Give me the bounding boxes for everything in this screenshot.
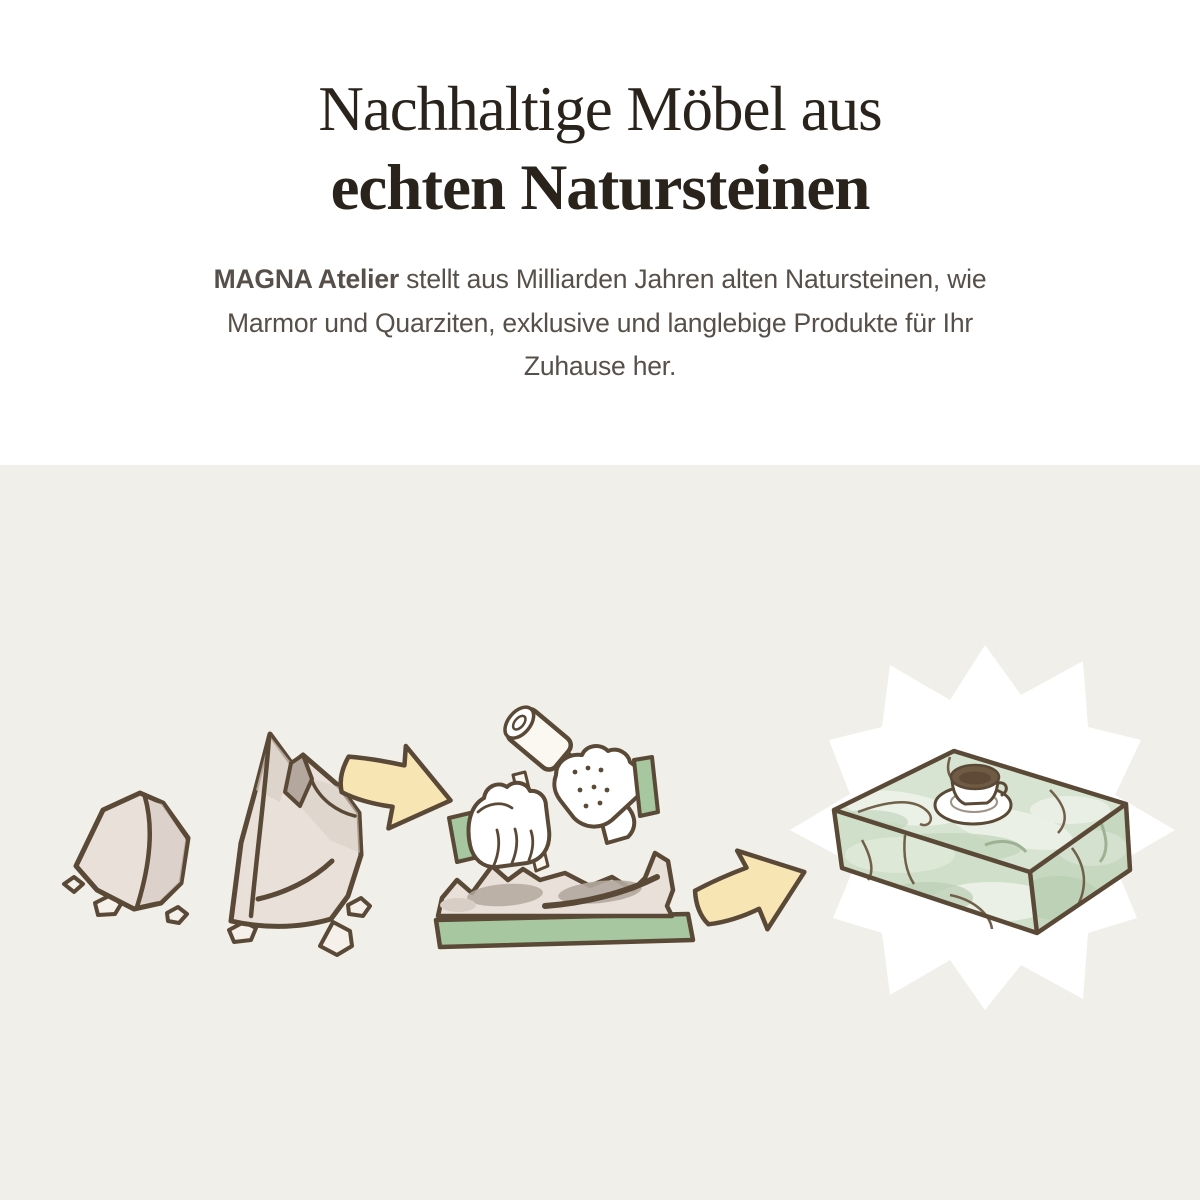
- process-arrow-icon: [686, 834, 818, 947]
- process-illustration: [0, 465, 1200, 1200]
- left-boulder: [76, 793, 188, 909]
- stone-fragment: [320, 922, 352, 955]
- right-boulder: [231, 734, 361, 926]
- stone-fragment: [64, 877, 83, 892]
- intro-line-1-text: stellt aus Milliarden Jahren alten Natursteinen, wie: [398, 264, 987, 294]
- brand-name: MAGNA Atelier: [213, 264, 399, 294]
- intro-line-1: [110, 258, 1090, 302]
- stone-carving-icon: [436, 701, 693, 947]
- page-title: [0, 0, 1200, 228]
- title-line-2: echten Natursteinen: [330, 152, 870, 224]
- intro-paragraph: [110, 258, 1090, 389]
- mallet-hand: [554, 746, 658, 843]
- finished-stone-table-icon: [790, 645, 1175, 1010]
- stone-fragment: [348, 898, 370, 916]
- hero-section: [0, 0, 1200, 465]
- title-line-1: Nachhaltige Möbel aus: [318, 74, 882, 144]
- rough-stone: [438, 853, 673, 916]
- raw-stones-icon: [64, 734, 370, 955]
- intro-line-3: Zuhause her.: [523, 351, 677, 381]
- process-section: [0, 465, 1200, 1200]
- intro-line-2: Marmor und Quarziten, exklusive und langlebige Produkte für Ihr: [227, 307, 973, 338]
- chisel-hand: [449, 783, 549, 867]
- work-base: [436, 914, 693, 947]
- sleeve-cuff: [634, 757, 658, 816]
- stone-fragment: [167, 907, 187, 923]
